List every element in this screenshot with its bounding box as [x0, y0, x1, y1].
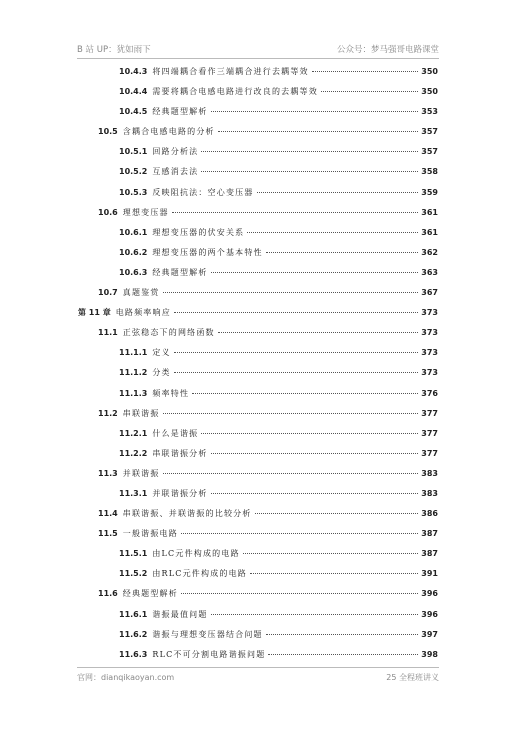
footer-right-text: 25 全程班讲义 [386, 673, 439, 682]
toc-entry[interactable] [78, 482, 438, 502]
toc-entry-page: 376 [421, 388, 438, 398]
toc-entry-page: 358 [421, 167, 438, 177]
toc-entry-page: 363 [421, 267, 438, 277]
toc-entry-page: 377 [421, 408, 438, 418]
toc-entry-page: 383 [421, 468, 438, 478]
toc-entry[interactable] [78, 241, 438, 261]
toc-leader-dots [172, 212, 419, 213]
toc-entry[interactable] [78, 462, 438, 482]
toc-entry-page: 373 [421, 348, 438, 358]
toc-entry-page: 391 [421, 569, 438, 579]
toc-leader-dots [211, 272, 419, 273]
toc-entry-page: 396 [421, 589, 438, 599]
toc-leader-dots [181, 593, 418, 594]
toc-entry[interactable] [78, 100, 438, 120]
toc-entry[interactable] [78, 341, 438, 361]
toc-entry[interactable] [78, 321, 438, 341]
toc-leader-dots [201, 151, 418, 152]
toc-entry-page: 383 [421, 488, 438, 498]
toc-entry[interactable] [78, 542, 438, 562]
toc-entry-number: 11.6.2 [119, 629, 148, 639]
toc-entry-title: 互感消去法 [152, 167, 199, 177]
toc-entry-title: 电路频率响应 [115, 308, 171, 318]
toc-leader-dots [268, 654, 418, 655]
toc-entry-number: 10.5 [98, 127, 118, 137]
toc-entry-page: 361 [421, 227, 438, 237]
page-footer [77, 667, 439, 684]
toc-entry-number: 11.4 [98, 509, 118, 519]
toc-entry-title: 串联谐振、并联谐振的比较分析 [122, 509, 252, 519]
toc-entry-number: 11.1.3 [119, 388, 148, 398]
toc-entry-page: 373 [421, 308, 438, 318]
toc-leader-dots [211, 111, 419, 112]
toc-entry-page: 387 [421, 549, 438, 559]
toc-entry[interactable] [78, 281, 438, 301]
toc-entry[interactable] [78, 623, 438, 643]
toc-entry-page: 357 [421, 127, 438, 137]
toc-entry-title: 由RLC元件构成的电路 [152, 569, 247, 579]
toc-leader-dots [255, 513, 419, 514]
toc-entry-title: 分类 [152, 368, 171, 378]
toc-entry-title: 理想变压器的两个基本特性 [152, 247, 263, 257]
toc-entry-title: 经典题型解析 [122, 589, 178, 599]
toc-entry[interactable] [78, 643, 438, 663]
toc-entry-number: 10.6 [98, 207, 118, 217]
toc-entry-title: 并联谐振 [122, 468, 160, 478]
toc-leader-dots [312, 71, 419, 72]
toc-entry-number: 11.2.1 [119, 428, 148, 438]
toc-entry-number: 10.7 [98, 288, 118, 298]
toc-entry-number: 11.5.2 [119, 569, 148, 579]
toc-entry-number: 11.5 [98, 529, 118, 539]
toc-leader-dots [211, 614, 419, 615]
toc-entry[interactable] [78, 442, 438, 462]
toc-entry-number: 10.4.5 [119, 107, 148, 117]
toc-leader-dots [211, 453, 419, 454]
toc-entry[interactable] [78, 120, 438, 140]
toc-entry-page: 367 [421, 288, 438, 298]
toc-entry-number: 11.2.2 [119, 448, 148, 458]
toc-entry-number: 10.4.4 [119, 87, 148, 97]
toc-entry[interactable] [78, 140, 438, 160]
toc-leader-dots [201, 433, 418, 434]
toc-leader-dots [163, 292, 419, 293]
toc-entry[interactable] [78, 361, 438, 381]
toc-entry[interactable] [78, 301, 438, 321]
toc-entry-page: 357 [421, 147, 438, 157]
toc-entry-title: 正弦稳态下的网络函数 [122, 328, 215, 338]
toc-entry-page: 361 [421, 207, 438, 217]
toc-leader-dots [174, 372, 419, 373]
toc-entry-title: 谐振与理想变压器结合问题 [152, 629, 263, 639]
toc-entry-page: 359 [421, 187, 438, 197]
toc-entry-number: 11.5.1 [119, 549, 148, 559]
toc-entry[interactable] [78, 603, 438, 623]
toc-entry-page: 387 [421, 529, 438, 539]
toc-entry-page: 362 [421, 247, 438, 257]
toc-entry-number: 11.3.1 [119, 488, 148, 498]
toc-entry[interactable] [78, 160, 438, 180]
toc-leader-dots [266, 634, 419, 635]
toc-entry-title: RLC不可分割电路谐振问题 [152, 649, 266, 659]
toc-entry-page: 350 [421, 67, 438, 76]
toc-entry-title: 经典题型解析 [152, 267, 208, 277]
toc-entry-title: 反映阻抗法：空心变压器 [152, 187, 254, 197]
toc-leader-dots [163, 413, 419, 414]
toc-entry-page: 397 [421, 629, 438, 639]
toc-entry[interactable] [78, 422, 438, 442]
toc-entry[interactable] [78, 60, 438, 80]
toc-entry-number: 10.5.1 [119, 147, 148, 157]
toc-entry-title: 回路分析法 [152, 147, 199, 157]
toc-entry-title: 经典题型解析 [152, 107, 208, 117]
toc-leader-dots [174, 312, 418, 313]
toc-entry-title: 由LC元件构成的电路 [152, 549, 240, 559]
toc-leader-dots [174, 352, 419, 353]
toc-entry-page: 350 [421, 87, 438, 97]
toc-entry-number: 10.6.1 [119, 227, 148, 237]
toc-entry-number: 10.6.3 [119, 267, 148, 277]
toc-leader-dots [192, 393, 418, 394]
toc-entry-number: 11.1.2 [119, 368, 148, 378]
toc-entry-number: 10.6.2 [119, 247, 148, 257]
toc-leader-dots [321, 91, 418, 92]
header-left-text: B 站 UP：犹如雨下 [77, 45, 151, 55]
toc-leader-dots [266, 252, 419, 253]
toc-entry-number: 11.6.3 [119, 649, 148, 659]
toc-entry-title: 串联谐振 [122, 408, 160, 418]
toc-leader-dots [250, 573, 418, 574]
toc-entry[interactable] [78, 522, 438, 542]
toc-entry-number: 11.6.1 [119, 609, 148, 619]
toc-entry-page: 353 [421, 107, 438, 117]
toc-entry[interactable] [78, 562, 438, 582]
toc-leader-dots [218, 332, 419, 333]
toc-entry-title: 定义 [152, 348, 171, 358]
toc-entry-number: 10.4.3 [119, 67, 148, 76]
toc-entry-number: 11.1 [98, 328, 118, 338]
header-right-text: 公众号：梦马强哥电路课堂 [336, 45, 439, 55]
toc-entry[interactable] [78, 80, 438, 100]
toc-entry[interactable] [78, 382, 438, 402]
toc-leader-dots [243, 553, 419, 554]
toc-entry-title: 理想变压器的伏安关系 [152, 227, 245, 237]
toc-entry-number: 11.6 [98, 589, 118, 599]
toc-entry-number: 10.5.2 [119, 167, 148, 177]
toc-entry[interactable] [78, 582, 438, 602]
toc-entry-title: 频率特性 [152, 388, 190, 398]
toc-entry-page: 377 [421, 428, 438, 438]
toc-entry-page: 373 [421, 328, 438, 338]
toc-leader-dots [257, 192, 419, 193]
toc-entry-title: 谐振最值问题 [152, 609, 208, 619]
toc-entry-title: 真题鉴赏 [122, 288, 160, 298]
toc-entry[interactable] [78, 261, 438, 281]
toc-entry-number: 第 11 章 [78, 308, 111, 318]
toc-leader-dots [218, 131, 419, 132]
toc-entry-page: 386 [421, 509, 438, 519]
toc-entry[interactable] [78, 221, 438, 241]
toc-entry[interactable] [78, 502, 438, 522]
toc-entry-number: 11.1.1 [119, 348, 148, 358]
page-header [77, 42, 439, 59]
toc-entry[interactable] [78, 201, 438, 221]
toc-entry-page: 398 [421, 649, 438, 659]
footer-left-text: 官网：dianqikaoyan.com [77, 673, 175, 682]
toc-leader-dots [211, 493, 419, 494]
toc-entry-page: 373 [421, 368, 438, 378]
toc-entry-title: 什么是谐振 [152, 428, 199, 438]
toc-entry-number: 11.3 [98, 468, 118, 478]
toc-entry-number: 11.2 [98, 408, 118, 418]
toc-entry[interactable] [78, 402, 438, 422]
toc-entry-title: 需要将耦合电感电路进行改良的去耦等效 [152, 87, 318, 97]
toc-entry-title: 一般谐振电路 [122, 529, 178, 539]
toc-entry-title: 串联谐振分析 [152, 448, 208, 458]
table-of-contents [78, 60, 438, 663]
toc-entry-title: 理想变压器 [122, 207, 169, 217]
toc-entry-title: 将四端耦合看作三端耦合进行去耦等效 [152, 67, 309, 76]
toc-leader-dots [181, 533, 418, 534]
toc-entry-title: 含耦合电感电路的分析 [122, 127, 215, 137]
toc-leader-dots [201, 171, 418, 172]
toc-entry-title: 并联谐振分析 [152, 488, 208, 498]
toc-entry[interactable] [78, 181, 438, 201]
toc-entry-number: 10.5.3 [119, 187, 148, 197]
toc-leader-dots [163, 473, 419, 474]
toc-entry-page: 396 [421, 609, 438, 619]
toc-leader-dots [247, 232, 418, 233]
toc-entry-page: 377 [421, 448, 438, 458]
